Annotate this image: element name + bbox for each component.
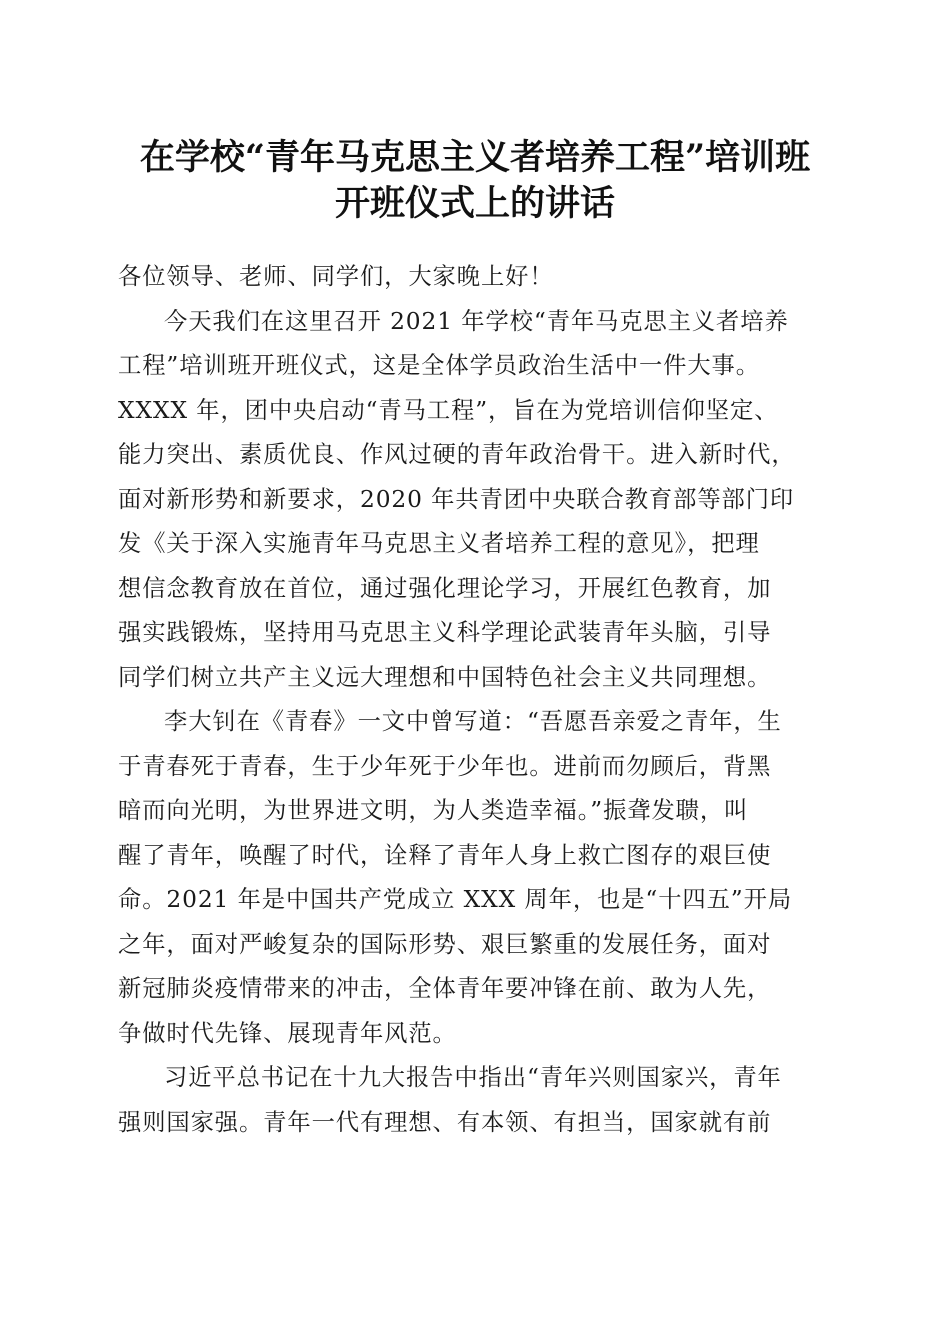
document-title-line-2: 开班仪式上的讲话 [334,183,615,224]
body-line: 争做时代先锋、展现青年风范。 [118,1019,457,1047]
body-line: 同学们树立共产主义远大理想和中国特色社会主义共同理想。 [118,663,772,691]
body-line: 能力突出、素质优良、作风过硬的青年政治骨干。进入新时代， [118,441,796,468]
body-line: 于青春死于青春，生于少年死于少年也。进前而勿顾后，背黑 [118,752,772,780]
body-line: 面对新形势和新要求，2020 年共青团中央联合教育部等部门印 [118,485,795,513]
body-line: 各位领导、老师、同学们，大家晚上好！ [118,263,554,290]
body-line: 醒了青年，唤醒了时代，诠释了青年人身上救亡图存的艰巨使 [118,841,772,869]
body-line: 命。2021 年是中国共产党成立 XXX 周年，也是“十四五”开局 [118,886,793,913]
body-line: 之年，面对严峻复杂的国际形势、艰巨繁重的发展任务，面对 [118,930,772,958]
body-line: 强则国家强。青年一代有理想、有本领、有担当，国家就有前 [118,1108,772,1136]
document-title-line-1: 在学校“青年马克思主义者培养工程”培训班 [139,137,811,178]
body-line: 强实践锻炼，坚持用马克思主义科学理论武装青年头脑，引导 [118,619,772,646]
body-line: 工程”培训班开班仪式，这是全体学员政治生活中一件大事。 [118,352,760,379]
body-line: 发《关于深入实施青年马克思主义者培养工程的意见》，把理 [118,530,760,557]
body-line: 习近平总书记在十九大报告中指出“青年兴则国家兴，青年 [164,1064,782,1091]
body-line: 李大钊在《青春》一文中曾写道：“吾愿吾亲爱之青年，生 [164,708,782,735]
body-line: 想信念教育放在首位，通过强化理论学习，开展红色教育，加 [118,574,772,602]
document-body [118,255,830,1145]
body-line: 暗而向光明，为世界进文明，为人类造幸福。”振聋发聩，叫 [118,797,749,824]
body-line: XXXX 年，团中央启动“青马工程”，旨在为党培训信仰坚定、 [118,396,779,424]
body-line: 今天我们在这里召开 2021 年学校“青年马克思主义者培养 [164,307,789,335]
body-line: 新冠肺炎疫情带来的冲击，全体青年要冲锋在前、敢为人先， [118,975,772,1002]
